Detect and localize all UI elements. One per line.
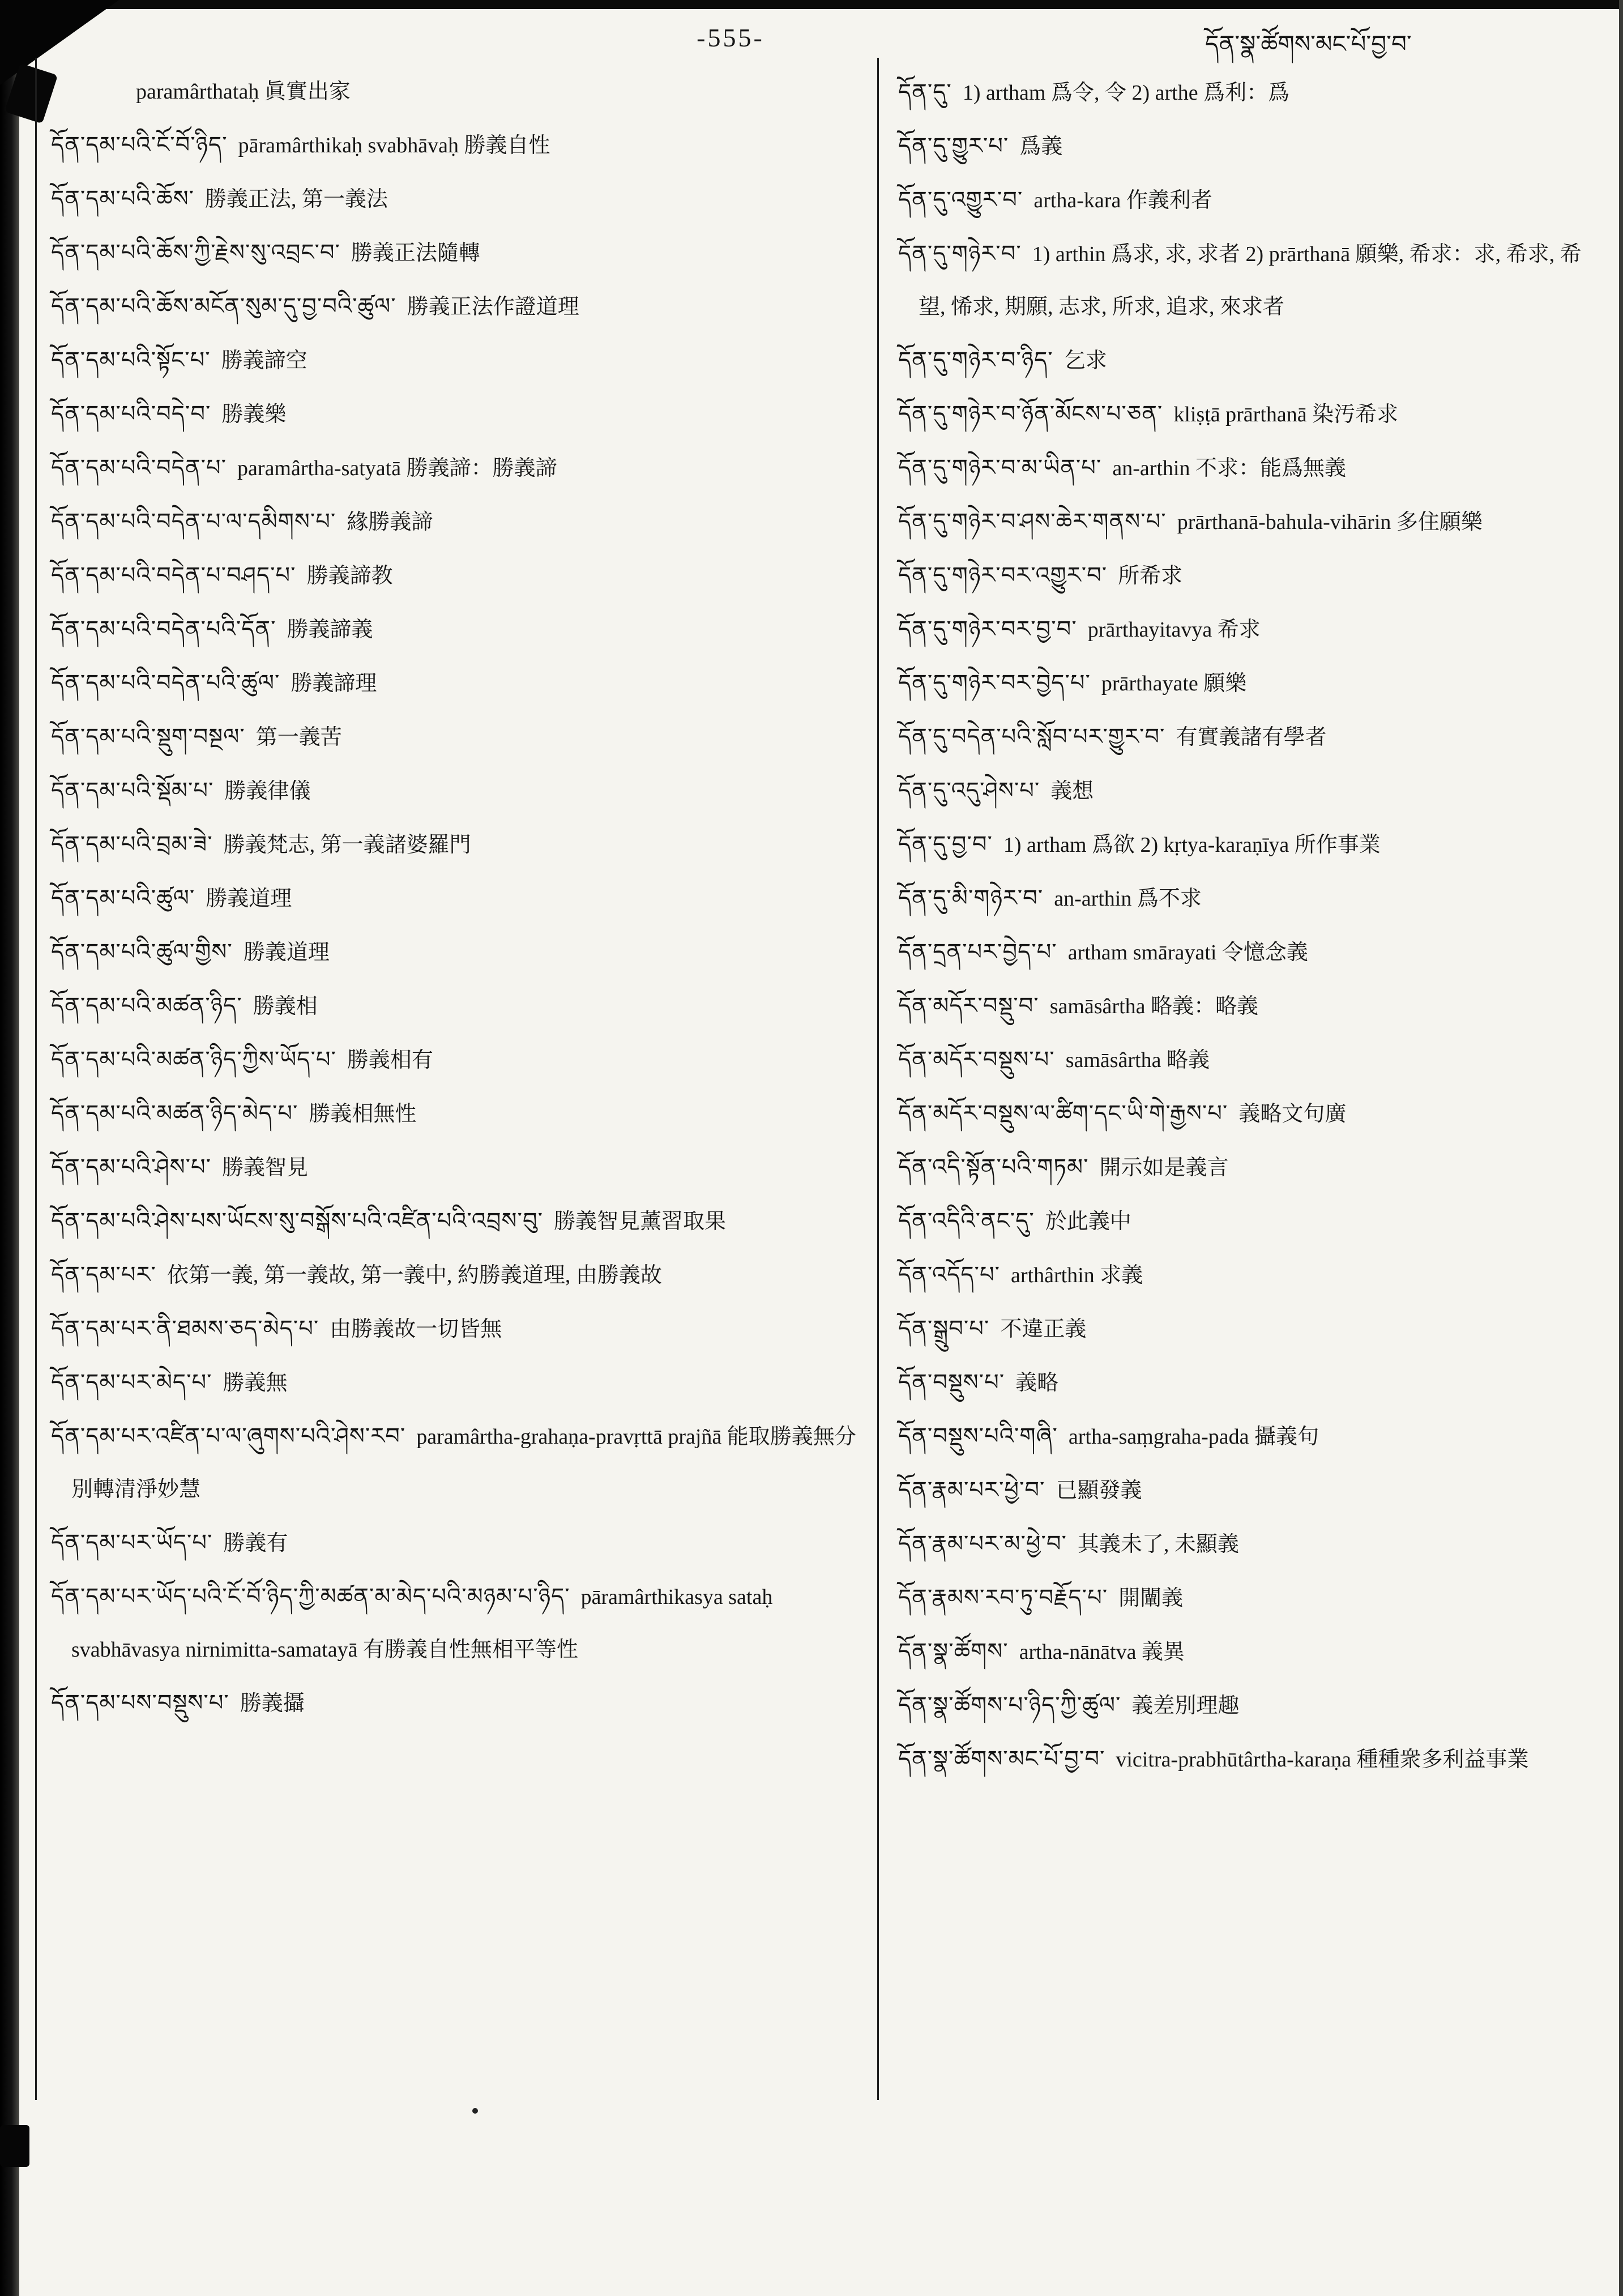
entry-definition: 緣勝義諦 — [347, 510, 433, 534]
dictionary-entry — [898, 710, 1599, 764]
entry-definition: pāramârthikasya sataḥ svabhāvasya nirnimitta-samatayā 有勝義自性無相平等性 — [71, 1585, 773, 1662]
entry-definition: paramârtha-grahaṇa-pravṛttā prajñā 能取勝義無分別轉清淨妙慧 — [71, 1425, 856, 1501]
tibetan-headword: དོན་རྣམ་པར་མ་ཕྱེ་བ་ — [898, 1531, 1067, 1556]
tibetan-headword: དོན་དམ་པའི་ངོ་བོ་ཉིད་ — [51, 132, 228, 157]
dictionary-entry — [898, 1463, 1599, 1517]
tibetan-headword: དོན་དམ་པའི་ཤེས་པ་ — [51, 1154, 212, 1180]
entry-definition: artha-kara 作義利者 — [1033, 189, 1212, 212]
page-number: -555- — [697, 23, 764, 52]
entry-definition: 開示如是義言 — [1099, 1156, 1229, 1180]
scan-artifact-margin-mark — [0, 2125, 29, 2167]
dictionary-entry — [898, 1571, 1599, 1625]
entry-definition: 勝義律儀 — [224, 779, 311, 803]
tibetan-headword: དོན་དུ་གཉེར་བ་ཉིད་ — [898, 347, 1053, 373]
entry-definition: 1) arthin 爲求, 求, 求者 2) prārthanā 願樂, 希求：求, 希求, 希望, 悕求, 期願, 志求, 所求, 追求, 來求者 — [919, 242, 1582, 319]
dictionary-entry — [898, 1625, 1599, 1679]
dictionary-entry — [51, 1410, 861, 1516]
dictionary-entry — [51, 603, 861, 656]
entry-definition: an-arthin 不求：能爲無義 — [1112, 456, 1346, 480]
entry-definition: 勝義相無性 — [309, 1102, 417, 1126]
dictionary-entry — [898, 173, 1599, 227]
entry-definition: 勝義智見薰習取果 — [554, 1210, 727, 1234]
entry-definition: 依第一義, 第一義故, 第一義中, 約勝義道理, 由勝義故 — [166, 1264, 662, 1287]
entry-definition: vicitra-prabhūtârtha-karaṇa 種種衆多利益事業 — [1116, 1748, 1529, 1772]
entry-definition: 勝義道理 — [206, 887, 292, 911]
tibetan-headword: དོན་རྣམས་རབ་ཏུ་བརྗོད་པ་ — [898, 1585, 1108, 1610]
dictionary-entry — [898, 818, 1599, 872]
tibetan-headword: དོན་དུ་གཉེར་བ་ཉོན་མོངས་པ་ཅན་ — [898, 401, 1163, 426]
dictionary-entry — [51, 387, 861, 441]
dictionary-entry — [51, 226, 861, 280]
dictionary-entry — [898, 925, 1599, 979]
tibetan-headword: དོན་དུ་འདུ་ཤེས་པ་ — [898, 778, 1040, 803]
scan-artifact-right-edge — [1619, 0, 1623, 2296]
dictionary-entry — [898, 1410, 1599, 1463]
entry-definition: 義想 — [1050, 779, 1094, 803]
entry-definition: 勝義道理 — [243, 941, 330, 965]
entry-definition: 勝義攝 — [240, 1692, 305, 1715]
tibetan-headword: དོན་དུ་གཉེར་བར་བྱ་བ་ — [898, 616, 1077, 642]
entry-definition: an-arthin 爲不求 — [1054, 887, 1202, 911]
entry-definition: 勝義諦義 — [287, 618, 373, 642]
dictionary-entry — [51, 118, 861, 172]
dictionary-entry — [51, 818, 861, 872]
tibetan-headword: དོན་དུ་གྱུར་པ་ — [898, 133, 1009, 159]
entry-definition: 勝義相有 — [347, 1048, 433, 1072]
dictionary-entry — [898, 1679, 1599, 1732]
entry-definition: 第一義苦 — [255, 725, 342, 749]
entry-definition: 1) artham 爲令, 令 2) arthe 爲利：爲 — [962, 81, 1290, 105]
tibetan-headword: དོན་དུ་གཉེར་བ་མ་ཡིན་པ་ — [898, 455, 1102, 480]
tibetan-headword: དོན་དམ་པའི་བདེན་པ་ལ་དམིགས་པ་ — [51, 509, 336, 534]
dictionary-entry — [898, 979, 1599, 1033]
tibetan-headword: དོན་མདོར་བསྡུས་ལ་ཚིག་དང་ཡི་གེ་རྒྱས་པ་ — [898, 1100, 1228, 1126]
dictionary-entry — [898, 1141, 1599, 1194]
dictionary-entry — [898, 441, 1599, 495]
dictionary-entry — [51, 1141, 861, 1194]
dictionary-entry — [898, 549, 1599, 603]
entry-definition: 勝義智見 — [222, 1156, 309, 1180]
entry-definition: 勝義諦空 — [221, 349, 307, 373]
tibetan-headword: དོན་དུ་བདེན་པའི་སློབ་པར་གྱུར་བ་ — [898, 724, 1165, 749]
scan-artifact-dot — [472, 2108, 478, 2114]
entry-definition: 勝義梵志, 第一義諸婆羅門 — [223, 833, 471, 857]
entry-definition: 義略 — [1015, 1371, 1059, 1395]
tibetan-headword: དོན་དུ་ — [898, 79, 952, 105]
dictionary-entry — [51, 710, 861, 764]
entry-definition: 勝義相 — [253, 995, 318, 1018]
dictionary-entry — [898, 1356, 1599, 1410]
entry-definition: 於此義中 — [1045, 1210, 1131, 1234]
tibetan-headword: དོན་འདོད་པ་ — [898, 1262, 1000, 1287]
dictionary-entry — [51, 1087, 861, 1141]
tibetan-headword: དོན་དམ་པའི་བདེན་པ་བཤད་པ་ — [51, 562, 296, 588]
entry-definition: 勝義樂 — [221, 403, 287, 426]
entry-definition: 勝義正法, 第一義法 — [205, 187, 388, 211]
dictionary-entry — [51, 764, 861, 818]
tibetan-headword: དོན་དུ་འགྱུར་བ་ — [898, 187, 1023, 212]
entry-definition: 勝義諦教 — [306, 564, 393, 588]
entry-definition: 勝義正法隨轉 — [351, 241, 480, 265]
dictionary-entry — [898, 1732, 1599, 1786]
tibetan-headword: དོན་དམ་པའི་བདེན་པའི་དོན་ — [51, 616, 276, 642]
entry-definition: samāsârtha 略義 — [1065, 1048, 1210, 1072]
scan-artifact-top-bar — [0, 0, 1623, 9]
entry-definition: 勝義正法作證道理 — [407, 295, 579, 319]
tibetan-headword: དོན་དམ་པའི་ཤེས་པས་ཡོངས་སུ་བསྒོས་པའི་འཛིན་པའི་འབྲས་བུ་ — [51, 1208, 543, 1234]
tibetan-headword: དོན་དམ་པའི་མཚན་ཉིད་མེད་པ་ — [51, 1100, 298, 1126]
entry-definition: artha-saṃgraha-pada 攝義句 — [1068, 1425, 1319, 1449]
dictionary-entry — [51, 66, 861, 118]
tibetan-headword: དོན་དྲན་པར་བྱེད་པ་ — [898, 939, 1057, 965]
entry-definition: 勝義無 — [223, 1371, 288, 1395]
entry-definition: 所希求 — [1118, 564, 1183, 588]
dictionary-entry — [51, 495, 861, 549]
entry-definition: prārthanā-bahula-vihārin 多住願樂 — [1177, 510, 1483, 534]
dictionary-entry — [51, 172, 861, 226]
tibetan-headword: དོན་དུ་གཉེར་བར་བྱེད་པ་ — [898, 670, 1091, 695]
tibetan-headword: དོན་སྣ་ཚོགས་མང་པོ་བྱ་བ་ — [898, 1746, 1105, 1772]
tibetan-headword: དོན་དམ་པའི་བདེ་བ་ — [51, 401, 211, 426]
dictionary-entry — [898, 387, 1599, 441]
dictionary-entry — [898, 1248, 1599, 1302]
entry-definition: artham smārayati 令憶念義 — [1067, 941, 1308, 965]
tibetan-headword: དོན་དུ་གཉེར་བར་འགྱུར་བ་ — [898, 562, 1108, 588]
tibetan-headword: དོན་དུ་གཉེར་བ་ཤས་ཆེར་གནས་པ་ — [898, 509, 1167, 534]
right-column — [898, 66, 1599, 1786]
dictionary-entry — [51, 1676, 861, 1730]
entry-definition: artha-nānātva 義異 — [1019, 1640, 1185, 1664]
entry-definition: paramârthataḥ 眞實出家 — [136, 80, 351, 104]
entry-definition: samāsârtha 略義：略義 — [1049, 995, 1258, 1018]
dictionary-entry — [51, 1194, 861, 1248]
dictionary-entry — [51, 1516, 861, 1570]
dictionary-entry — [898, 656, 1599, 710]
tibetan-headword: དོན་སྒྲུབ་པ་ — [898, 1316, 990, 1341]
entry-definition: 乞求 — [1064, 349, 1107, 373]
tibetan-headword: དོན་སྣ་ཚོགས་ — [898, 1638, 1009, 1664]
dictionary-entry — [51, 441, 861, 495]
entry-definition: kliṣṭā prārthanā 染汚希求 — [1173, 403, 1399, 426]
dictionary-entry — [898, 66, 1599, 120]
entry-definition: arthârthin 求義 — [1011, 1264, 1143, 1287]
dictionary-entry — [898, 1302, 1599, 1356]
entry-definition: 其義未了, 未顯義 — [1077, 1533, 1239, 1556]
entry-definition: 1) artham 爲欲 2) kṛtya-karaṇīya 所作事業 — [1003, 833, 1381, 857]
tibetan-headword: དོན་དམ་པའི་ཆོས་ — [51, 186, 194, 211]
entry-definition: 不違正義 — [1000, 1317, 1087, 1341]
entry-definition: prārthayitavya 希求 — [1087, 618, 1261, 642]
dictionary-entry — [51, 334, 861, 387]
tibetan-headword: དོན་འདི་སྟོན་པའི་གཏམ་ — [898, 1154, 1089, 1180]
entry-definition: 開闡義 — [1118, 1586, 1184, 1610]
tibetan-headword: དོན་དམ་པའི་མཚན་ཉིད་ཀྱིས་ཡོད་པ་ — [51, 1047, 336, 1072]
left-column — [51, 66, 861, 1730]
entry-definition: 已顯發義 — [1056, 1479, 1142, 1503]
tibetan-headword: དོན་དམ་པའི་མཚན་ཉིད་ — [51, 993, 242, 1018]
dictionary-entry — [898, 1517, 1599, 1571]
tibetan-headword: དོན་དམ་པར་མེད་པ་ — [51, 1369, 212, 1395]
tibetan-headword: དོན་དུ་མི་གཉེར་བ་ — [898, 885, 1044, 911]
tibetan-headword: དོན་དམ་པའི་བྲམ་ཟེ་ — [51, 831, 213, 857]
tibetan-headword: དོན་དམ་པར་འཛིན་པ་ལ་ཞུགས་པའི་ཤེས་རབ་ — [51, 1423, 406, 1449]
tibetan-headword: དོན་དམ་པར་ — [51, 1262, 156, 1287]
dictionary-entry — [898, 495, 1599, 549]
dictionary-entry — [898, 872, 1599, 925]
dictionary-entry — [51, 979, 861, 1033]
tibetan-headword: དོན་སྣ་ཚོགས་པ་ཉིད་ཀྱི་ཚུལ་ — [898, 1692, 1121, 1718]
tibetan-headword: དོན་དམ་པའི་ཆོས་མངོན་སུམ་དུ་བྱ་བའི་ཚུལ་ — [51, 293, 396, 319]
entry-definition: prārthayate 願樂 — [1101, 672, 1247, 695]
dictionary-entry — [898, 1087, 1599, 1141]
scan-artifact-left-strip — [0, 0, 19, 2296]
left-margin-rule — [35, 58, 37, 2100]
tibetan-headword: དོན་དམ་པའི་སྡོམ་པ་ — [51, 778, 214, 803]
dictionary-entry — [51, 1248, 861, 1302]
tibetan-headword: དོན་དམ་པར་ཡོད་པ་ — [51, 1530, 213, 1555]
dictionary-entry — [898, 603, 1599, 656]
dictionary-entry — [51, 549, 861, 603]
entry-definition: 勝義諦理 — [291, 672, 377, 695]
entry-definition: 由勝義故一切皆無 — [330, 1317, 502, 1341]
dictionary-entry — [898, 334, 1599, 387]
dictionary-entry — [898, 120, 1599, 173]
entry-definition: 有實義諸有學者 — [1176, 725, 1327, 749]
tibetan-headword: དོན་དམ་པའི་བདེན་པའི་ཚུལ་ — [51, 670, 280, 695]
entry-definition: 爲義 — [1019, 135, 1063, 159]
tibetan-headword: དོན་དམ་པར་ཡོད་པའི་ངོ་བོ་ཉིད་ཀྱི་མཚན་མ་མེད་པའི་མཉམ་པ་ཉིད་ — [51, 1584, 570, 1609]
entry-definition: 義略文句廣 — [1238, 1102, 1347, 1126]
tibetan-headword: དོན་དམ་པའི་སྡུག་བསྔལ་ — [51, 724, 245, 749]
column-divider-rule — [877, 58, 879, 2100]
entry-definition: 義差別理趣 — [1131, 1694, 1240, 1718]
tibetan-headword: དོན་འདིའི་ནང་དུ་ — [898, 1208, 1035, 1234]
tibetan-headword: དོན་བསྡུས་པ་ — [898, 1369, 1005, 1395]
dictionary-entry — [51, 925, 861, 979]
dictionary-entry — [51, 872, 861, 925]
entry-definition: paramârtha-satyatā 勝義諦：勝義諦 — [237, 456, 557, 480]
dictionary-entry — [51, 280, 861, 334]
tibetan-headword: དོན་དམ་པའི་སྟོང་པ་ — [51, 347, 211, 373]
dictionary-entry — [51, 1302, 861, 1356]
tibetan-headword: དོན་མདོར་བསྡུས་པ་ — [898, 1047, 1055, 1072]
tibetan-headword: དོན་དམ་པའི་བདེན་པ་ — [51, 455, 227, 480]
tibetan-headword: དོན་དམ་པའི་ཚུལ་ — [51, 885, 195, 911]
tibetan-headword: དོན་བསྡུས་པའི་གཞི་ — [898, 1423, 1058, 1449]
tibetan-headword: དོན་དམ་པས་བསྡུས་པ་ — [51, 1690, 229, 1715]
dictionary-entry — [898, 227, 1599, 334]
tibetan-headword: དོན་དམ་པར་ནི་ཐམས་ཅད་མེད་པ་ — [51, 1316, 319, 1341]
dictionary-entry — [51, 1356, 861, 1410]
dictionary-entry — [51, 656, 861, 710]
running-header-tibetan: དོན་སྣ་ཚོགས་མང་པོ་བྱ་བ་ — [1205, 32, 1412, 58]
tibetan-headword: དོན་དུ་བྱ་བ་ — [898, 831, 993, 857]
tibetan-headword: དོན་དམ་པའི་ཆོས་ཀྱི་རྗེས་སུ་འབྲང་བ་ — [51, 240, 340, 265]
tibetan-headword: དོན་དུ་གཉེར་བ་ — [898, 241, 1022, 266]
entry-definition: 勝義有 — [223, 1531, 288, 1555]
entry-definition: pāramârthikaḥ svabhāvaḥ 勝義自性 — [238, 134, 550, 157]
dictionary-entry — [898, 764, 1599, 818]
tibetan-headword: དོན་མདོར་བསྡུ་བ་ — [898, 993, 1039, 1018]
tibetan-headword: དོན་རྣམ་པར་ཕྱེ་བ་ — [898, 1477, 1045, 1503]
dictionary-entry — [51, 1570, 861, 1676]
tibetan-headword: དོན་དམ་པའི་ཚུལ་གྱིས་ — [51, 939, 233, 965]
dictionary-entry — [898, 1033, 1599, 1087]
dictionary-entry — [51, 1033, 861, 1087]
dictionary-entry — [898, 1194, 1599, 1248]
